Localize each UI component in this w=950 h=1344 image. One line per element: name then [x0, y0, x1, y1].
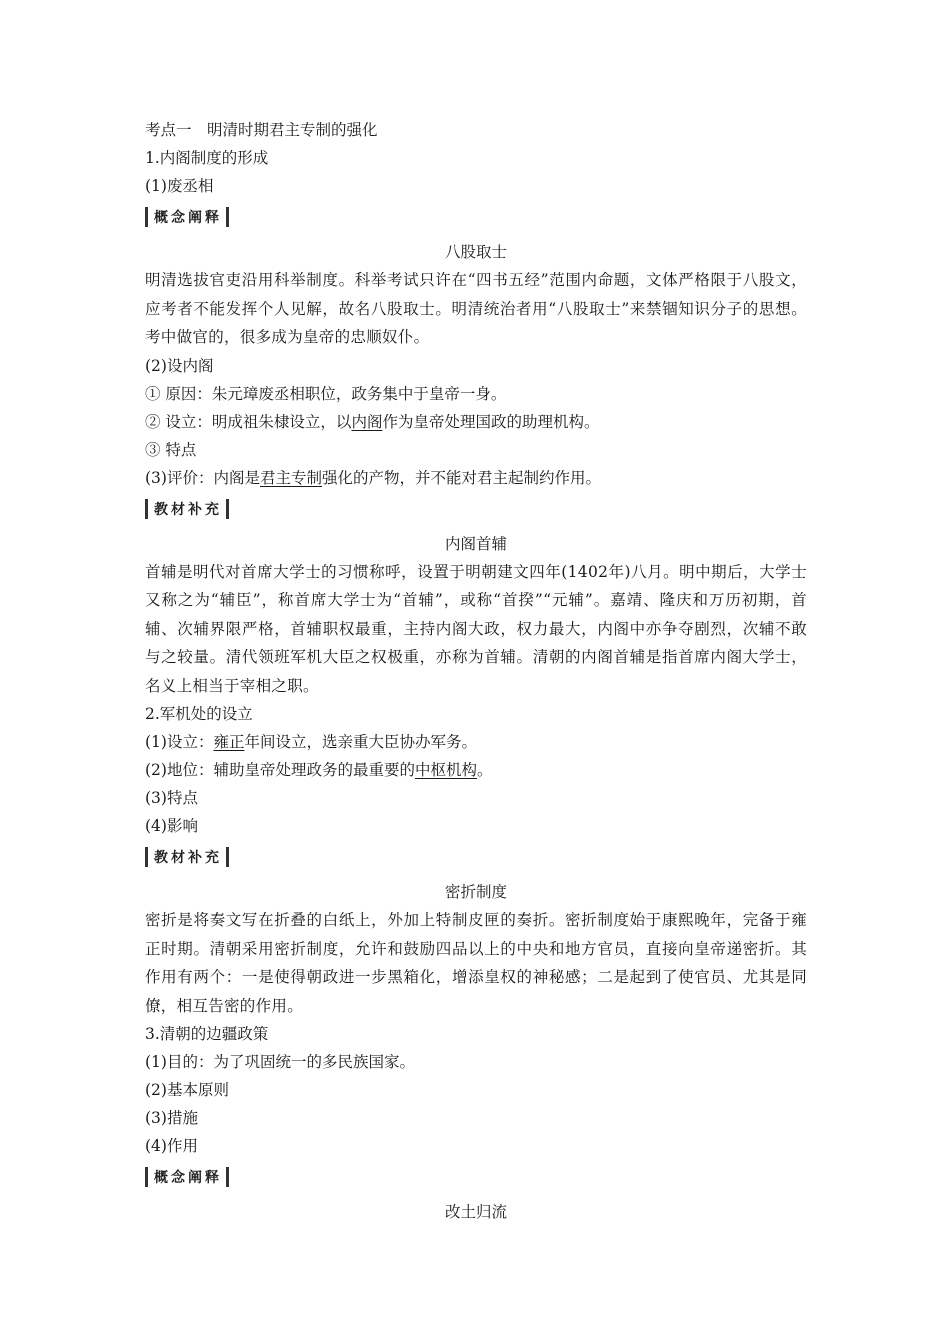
section-title: 考点一 明清时期君主专制的强化 [145, 121, 378, 139]
item-set-cabinet: (2)设内阁 [145, 356, 214, 375]
badge-label: 概念阐释 [154, 1170, 222, 1186]
item-measures: (3)措施 [145, 1109, 198, 1127]
underlined-term: 君主专制 [259, 468, 322, 487]
supplement-text: 首辅是明代对首席大学士的习惯称呼，设置于明朝建文四年(1402年)八月。明中期后，大学士又称之为“辅臣”，称首席大学士为“首辅”，或称“首揆”“元辅”。嘉靖、隆庆和万历初期，首辅、次辅界限严格，首辅职权最重，主持内阁大政，权力最大，内阁中亦争夺剧烈，次辅不敢与之较量。清代领班军机大臣之权极重，亦称为首辅。清朝的内阁首辅是指首席内阁大学士，名义上相当于宰相之职。 [145, 562, 807, 695]
heading-frontier-policy: 3.清朝的边疆政策 [145, 1025, 269, 1043]
item-setup: (1)设立：雍正年间设立，选亲重大臣协办军务。 [145, 733, 477, 751]
badge-label: 教材补充 [154, 501, 222, 518]
supplement-badge [145, 842, 807, 872]
concept-text: 明清选拔官吏沿用科举制度。科举考试只许在“四书五经”范围内命题，文体严格限于八股文，应考者不能发挥个人见解，故名八股取士。明清统治者用“八股取士”来禁锢知识分子的思想。考中做官的，很多成为皇帝的忠顺奴仆。 [145, 271, 807, 346]
supplement-title: 内阁首辅 [444, 534, 507, 553]
concept-badge [145, 1162, 807, 1192]
item-feature: (3)特点 [145, 789, 198, 807]
heading-cabinet: 1.内阁制度的形成 [145, 149, 269, 167]
item-reason: ① 原因：朱元璋废丞相职位，政务集中于皇帝一身。 [145, 384, 507, 403]
item-effect: (4)作用 [145, 1137, 198, 1155]
item-impact: (4)影响 [145, 817, 198, 835]
item-purpose: (1)目的：为了巩固统一的多民族国家。 [145, 1053, 415, 1071]
item-evaluation: (3)评价：内阁是君主专制强化的产物，并不能对君主起制约作用。 [145, 468, 601, 487]
item-status: (2)地位：辅助皇帝处理政务的最重要的中枢机构。 [145, 761, 493, 779]
concept-title: 八股取士 [444, 243, 507, 261]
concept-title: 改土归流 [444, 1203, 507, 1221]
underlined-term: 雍正 [213, 733, 245, 751]
document-page [145, 116, 807, 1226]
badge-label: 教材补充 [154, 850, 222, 866]
supplement-text: 密折是将奏文写在折叠的白纸上，外加上特制皮匣的奏折。密折制度始于康熙晚年，完备于雍正时期。清朝采用密折制度，允许和鼓励四品以上的中央和地方官员，直接向皇帝递密折。其作用有两个：一是使得朝政进一步黑箱化，增添皇权的神秘感；二是起到了使官员、尤其是同僚，相互告密的作用。 [145, 911, 807, 1015]
item-abolish-chancellor: (1)废丞相 [145, 177, 214, 195]
concept-badge [145, 202, 807, 232]
item-establish: ② 设立：明成祖朱棣设立，以内阁作为皇帝处理国政的助理机构。 [145, 412, 600, 431]
underlined-term: 内阁 [351, 412, 383, 431]
supplement-badge [145, 494, 807, 524]
item-feature: ③ 特点 [145, 440, 197, 459]
heading-grand-council: 2.军机处的设立 [145, 705, 253, 723]
underlined-term: 中枢机构 [414, 761, 477, 779]
supplement-title: 密折制度 [444, 883, 507, 901]
item-principle: (2)基本原则 [145, 1081, 229, 1099]
badge-label: 概念阐释 [154, 210, 222, 226]
